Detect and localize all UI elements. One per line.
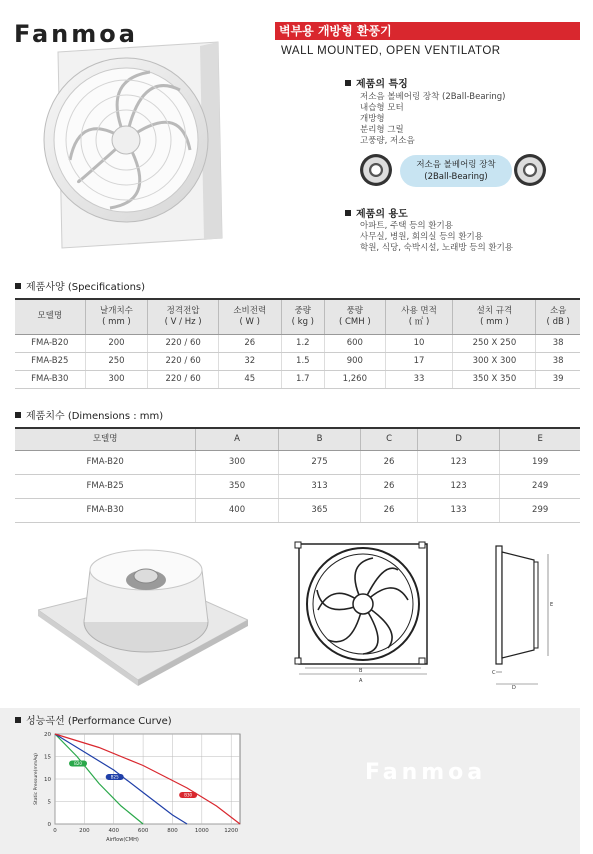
table-header-row: [15, 299, 580, 334]
table-header: E: [500, 428, 580, 450]
performance-chart: [15, 726, 255, 850]
list-item: 분리형 그릴: [360, 125, 404, 135]
table-cell: 26: [361, 474, 418, 498]
x-tick-label: 600: [137, 828, 149, 834]
table-cell: 350: [196, 474, 278, 498]
table-cell: FMA-B20: [15, 334, 85, 352]
table-cell: 220 / 60: [148, 334, 218, 352]
table-cell: 300: [196, 450, 278, 474]
series-badge-label: B25: [110, 774, 119, 780]
table-cell: 365: [278, 498, 360, 522]
table-header: C: [361, 428, 418, 450]
table-cell: 220 / 60: [148, 370, 218, 388]
table-cell: 250 X 250: [453, 334, 536, 352]
y-tick-label: 20: [44, 732, 51, 738]
table-row: [15, 450, 580, 474]
specs-table: [15, 298, 580, 389]
table-cell: 33: [385, 370, 453, 388]
bearing-pill: 저소음 볼베어링 장착 (2Ball-Bearing): [400, 155, 512, 187]
table-header: 중량 ( kg ): [281, 299, 324, 334]
table-header: 모델명: [15, 299, 85, 334]
product-isometric-photo: [38, 540, 248, 690]
x-tick-label: 1200: [224, 828, 239, 834]
specs-heading: 제품사양 (Specifications): [15, 278, 145, 293]
table-header: 소비전력 ( W ): [218, 299, 281, 334]
x-tick-label: 800: [167, 828, 178, 834]
list-item: 저소음 볼베어링 장착 (2Ball-Bearing): [360, 92, 506, 102]
bullet-square-icon: [15, 717, 21, 723]
x-axis-label: Airflow(CMH): [106, 837, 139, 843]
y-axis-label: Static Pressure(mmAq): [34, 753, 39, 805]
table-cell: 45: [218, 370, 281, 388]
table-cell: 26: [218, 334, 281, 352]
table-cell: FMA-B30: [15, 370, 85, 388]
table-cell: 38: [536, 352, 580, 370]
table-cell: 300: [85, 370, 148, 388]
table-cell: 400: [196, 498, 278, 522]
dimension-label-d: D: [512, 685, 516, 690]
x-tick-label: 0: [53, 828, 57, 834]
table-cell: 38: [536, 334, 580, 352]
bullet-square-icon: [15, 412, 21, 418]
side-view-drawing: [478, 540, 560, 690]
table-row: [15, 370, 580, 388]
table-row: [15, 498, 580, 522]
table-cell: 300 X 300: [453, 352, 536, 370]
x-tick-label: 1000: [194, 828, 209, 834]
table-cell: FMA-B30: [15, 498, 196, 522]
list-item: 학원, 식당, 숙박시설, 노래방 등의 환기용: [360, 243, 513, 253]
product-front-photo: [40, 40, 228, 252]
table-cell: 10: [385, 334, 453, 352]
table-header: 정격전압 ( V / Hz ): [148, 299, 218, 334]
table-header: 설치 규격 ( mm ): [453, 299, 536, 334]
table-cell: 200: [85, 334, 148, 352]
y-tick-label: 10: [44, 777, 51, 783]
table-header: B: [278, 428, 360, 450]
table-header: A: [196, 428, 278, 450]
bullet-square-icon: [345, 210, 351, 216]
watermark-logo: Fanmoa: [365, 760, 487, 785]
table-cell: 1.2: [281, 334, 324, 352]
table-cell: FMA-B20: [15, 450, 196, 474]
dimension-label-e: E: [550, 602, 554, 608]
list-item: 개방형: [360, 114, 385, 124]
table-cell: 600: [324, 334, 385, 352]
y-tick-label: 15: [44, 754, 51, 761]
title-english: WALL MOUNTED, OPEN VENTILATOR: [281, 45, 501, 57]
dimension-label-b: B: [359, 668, 363, 674]
table-cell: 313: [278, 474, 360, 498]
features-heading: 제품의 특징: [345, 75, 408, 90]
series-badge-label: B20: [74, 761, 82, 767]
table-cell: 350 X 350: [453, 370, 536, 388]
list-item: 사무실, 병원, 회의실 등의 환기용: [360, 232, 483, 242]
table-cell: 900: [324, 352, 385, 370]
table-cell: 1,260: [324, 370, 385, 388]
usage-heading: 제품의 용도: [345, 205, 408, 220]
table-row: [15, 334, 580, 352]
table-cell: 26: [361, 450, 418, 474]
ball-bearing-icon: [360, 154, 392, 186]
performance-heading: 성능곡선 (Performance Curve): [15, 712, 172, 727]
dimensions-heading: 제품치수 (Dimensions : mm): [15, 407, 163, 422]
table-cell: 17: [385, 352, 453, 370]
title-korean: 벽부용 개방형 환풍기: [275, 22, 580, 40]
x-tick-label: 200: [79, 828, 90, 834]
bullet-square-icon: [345, 80, 351, 86]
list-item: 고풍량, 저소음: [360, 136, 415, 146]
table-cell: 32: [218, 352, 281, 370]
brand-logo: Fanmoa: [14, 20, 138, 48]
front-view-drawing: [293, 540, 433, 690]
table-cell: 26: [361, 498, 418, 522]
table-cell: 133: [417, 498, 499, 522]
table-cell: 123: [417, 450, 499, 474]
table-cell: 250: [85, 352, 148, 370]
table-cell: 249: [500, 474, 580, 498]
table-header: 사용 면적 ( ㎡ ): [385, 299, 453, 334]
bearing-badge: [360, 154, 546, 188]
table-row: [15, 474, 580, 498]
table-header: 소음 ( dB ): [536, 299, 580, 334]
table-cell: 275: [278, 450, 360, 474]
features-list: [360, 92, 505, 147]
series-badge-label: B30: [184, 792, 193, 798]
table-cell: 1.5: [281, 352, 324, 370]
dimension-label-c: C: [492, 670, 496, 676]
usage-list: [360, 221, 513, 254]
table-cell: 39: [536, 370, 580, 388]
list-item: 아파트, 주택 등의 환기용: [360, 221, 453, 231]
y-tick-label: 0: [47, 822, 51, 828]
table-cell: FMA-B25: [15, 352, 85, 370]
table-header: D: [417, 428, 499, 450]
table-cell: FMA-B25: [15, 474, 196, 498]
list-item: 내습형 모터: [360, 103, 404, 113]
ball-bearing-icon: [514, 154, 546, 186]
dimension-label-a: A: [359, 678, 363, 684]
table-header: 날개치수 ( mm ): [85, 299, 148, 334]
table-header: 풍량 ( CMH ): [324, 299, 385, 334]
table-header-row: [15, 428, 580, 450]
x-tick-label: 400: [108, 828, 119, 834]
table-cell: 123: [417, 474, 499, 498]
table-cell: 199: [500, 450, 580, 474]
table-cell: 220 / 60: [148, 352, 218, 370]
dimensions-table: [15, 427, 580, 523]
y-tick-label: 5: [47, 799, 51, 806]
table-row: [15, 352, 580, 370]
table-cell: 299: [500, 498, 580, 522]
table-header: 모델명: [15, 428, 196, 450]
bullet-square-icon: [15, 283, 21, 289]
table-cell: 1.7: [281, 370, 324, 388]
